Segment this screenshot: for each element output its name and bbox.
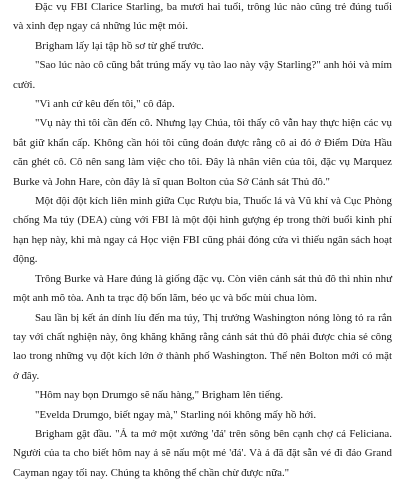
paragraph: Trông Burke và Hare đúng là giống đặc vụ. Còn viên cảnh sát thủ đô thì nhìn như một anh mõ tòa. Anh ta trạc độ bốn lăm, béo ục và bốc mùi chua lòm. — [13, 272, 392, 305]
paragraph: "Hôm nay bọn Drumgo sẽ nấu hàng," Brigham lên tiếng. — [35, 389, 284, 402]
paragraph: "Vì anh cứ kêu đến tôi," cô đáp. — [35, 98, 175, 111]
paragraph: Một đội đột kích liên minh giữa Cục Rượu bia, Thuốc lá và Vũ khí và Cục Phòng chống Ma túy (DEA) cùng với FBI là một đội hình gượng ép trong thời buổi kinh phí hạn hẹp này, khi mà ngay cả Học viện FBI cũng phải đóng cửa vì thiếu ngân sách hoạt động. — [13, 195, 392, 266]
page-body-text — [13, 0, 392, 483]
paragraph: Brigham gật đầu. "Ả ta mở một xưởng 'đá' trên sông bên cạnh chợ cá Feliciana. Người của ta cho biết hôm nay ả sẽ nấu một mẻ 'đá'. Và ả đã đặt sẵn vé đi đảo Grand Cayman ngay tối nay. Chúng ta không thể chần chừ được nữa." — [13, 427, 392, 479]
paragraph: "Vụ này thì tôi cần đến cô. Nhưng lạy Chúa, tôi thấy cô vẫn hay thực hiện các vụ bắt giữ khẩn cấp. Không cần hỏi tôi cũng đoán được rằng cô ai đó ở Điểm Dừa Hầu căn ghét cô. Cô nên sang làm việc cho tôi. Đây là nhân viên của tôi, đặc vụ Marquez Burke và John Hare, còn đây là sĩ quan Bolton của Sở Cảnh sát Thủ đô." — [13, 117, 392, 188]
paragraph: "Evelda Drumgo, biết ngay mà," Starling nói không mấy hồ hởi. — [35, 408, 317, 421]
paragraph: Sau lần bị kết án dính líu đến ma túy, Thị trưởng Washington nóng lòng tỏ ra rắn tay với chất nghiện này, ông khăng khăng rằng cảnh sát thủ đô phải được chia sẻ công lao trong những vụ đột kích lớn ở thành phố Washington. Thế nên Bolton mới có mặt ở đây. — [13, 311, 392, 382]
paragraph: Đặc vụ FBI Clarice Starling, ba mươi hai tuổi, trông lúc nào cũng trẻ đúng tuổi và xinh đẹp ngay cả những lúc mệt mỏi. — [13, 1, 392, 33]
paragraph: Brigham lấy lại tập hồ sơ từ ghế trước. — [35, 39, 204, 52]
paragraph: "Sao lúc nào cô cũng bắt trúng mấy vụ tào lao này vậy Starling?" anh hỏi và mỉm cười. — [13, 59, 392, 91]
